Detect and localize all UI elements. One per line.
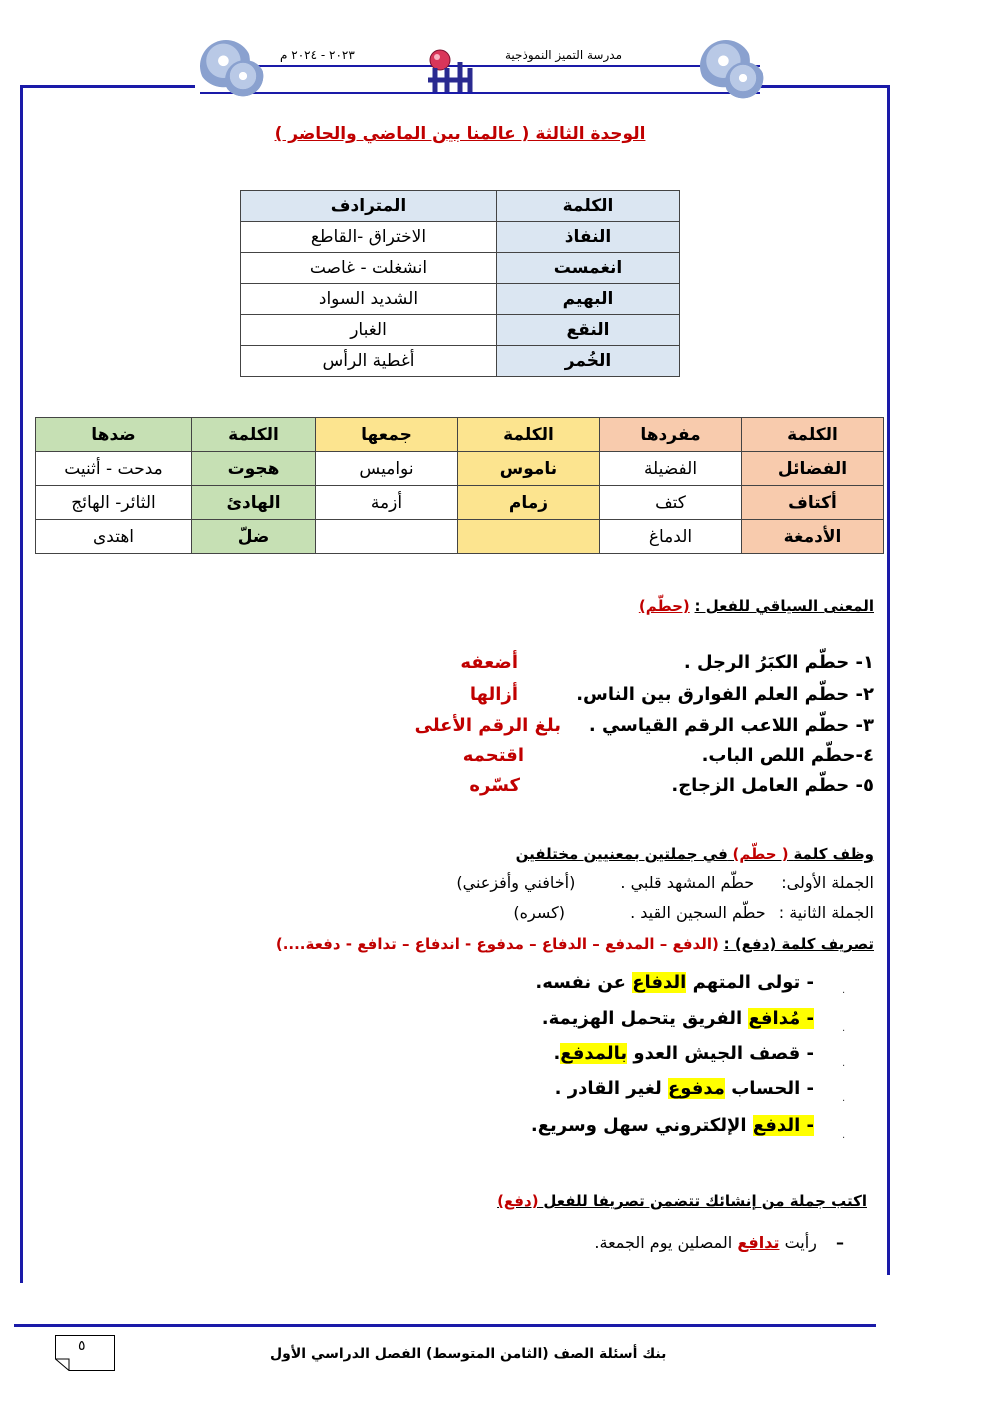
bullet-dot: . xyxy=(842,985,846,996)
example-post: الإلكتروني سهل وسريع. xyxy=(530,1115,753,1136)
frame-left xyxy=(20,85,23,1283)
usage-sentence-label: الجملة الثانية : xyxy=(778,903,874,922)
contextual-meaning: أضعفه xyxy=(460,652,518,673)
example-sentence xyxy=(531,1115,814,1136)
table-header-row xyxy=(36,418,884,452)
singular-word-cell: زمام xyxy=(458,486,600,520)
usage-label: وظف كلمة xyxy=(793,845,874,863)
plural-word-cell: الفضائل xyxy=(742,452,884,486)
example-post: عن نفسه. xyxy=(535,972,633,993)
example-post: الفريق يتحمل الهزيمة. xyxy=(541,1008,749,1029)
example-sentence xyxy=(535,972,814,993)
example-highlight: الدفاع xyxy=(632,972,687,993)
table-row xyxy=(241,284,680,315)
column-header-antonym: ضدها xyxy=(36,418,192,452)
contextual-meaning: أزالها xyxy=(469,684,518,705)
bullet-dot: . xyxy=(842,1093,846,1104)
usage-sentence-text: حطّم المشهد قلبي . xyxy=(620,873,755,892)
bullet-dot: . xyxy=(842,1023,846,1034)
frame-top-left xyxy=(20,85,195,88)
conjugation-label: تصريف كلمة (دفع) : xyxy=(723,935,874,953)
column-header-plural: جمعها xyxy=(316,418,458,452)
singular-word-cell: ناموس xyxy=(458,452,600,486)
example-highlight: مدفوع xyxy=(668,1078,725,1099)
table-row xyxy=(36,520,884,554)
antonym-word-cell: ضلّ xyxy=(192,520,316,554)
column-header-word: الكلمة xyxy=(458,418,600,452)
bullet-dot: . xyxy=(842,1058,846,1069)
header-band-top xyxy=(200,65,760,67)
header-band-bottom xyxy=(200,92,760,94)
flower-icon xyxy=(225,60,265,100)
synonyms-table xyxy=(240,190,680,377)
frame-top-right xyxy=(760,85,890,88)
synonym-cell: الاختراق -القاطع xyxy=(241,222,497,253)
column-header-word: الكلمة xyxy=(742,418,884,452)
table-row xyxy=(36,452,884,486)
synonym-cell: انشغلت - غاصت xyxy=(241,253,497,284)
table-row xyxy=(241,346,680,377)
example-highlight: - مُدافع xyxy=(748,1008,814,1029)
answer-pre: رأيت xyxy=(779,1233,817,1252)
example-pre: - قصف الجيش العدو xyxy=(627,1043,814,1064)
word-cell: النقع xyxy=(497,315,680,346)
task-heading xyxy=(497,1192,867,1210)
answer-dash: – xyxy=(836,1233,844,1252)
conjugation-line xyxy=(276,935,874,953)
table-row xyxy=(36,486,884,520)
example-highlight: بالمدفع xyxy=(560,1043,628,1064)
antonym-cell: الثائر- الهائج xyxy=(36,486,192,520)
table-row xyxy=(241,315,680,346)
usage-sentence-text: حطّم السجين القيد . xyxy=(630,903,766,922)
usage-sentence-1 xyxy=(456,873,874,892)
plural-cell xyxy=(316,520,458,554)
contextual-heading xyxy=(639,597,874,615)
column-header-word: الكلمة xyxy=(497,191,680,222)
page-number: ٥ xyxy=(78,1338,86,1354)
antonym-cell: اهتدى xyxy=(36,520,192,554)
contextual-verb: (حطّم) xyxy=(638,597,690,615)
contextual-label: المعنى السياقي للفعل : xyxy=(694,597,874,615)
example-post: . xyxy=(553,1043,561,1064)
answer-post: المصلين يوم الجمعة. xyxy=(594,1233,738,1252)
school-year: ٢٠٢٣ - ٢٠٢٤ م xyxy=(280,48,355,62)
column-header-singular: مفردها xyxy=(600,418,742,452)
word-cell: الخُمر xyxy=(497,346,680,377)
plural-cell: نواميس xyxy=(316,452,458,486)
example-highlight: - الدفع xyxy=(752,1115,814,1136)
synonym-cell: أغطية الرأس xyxy=(241,346,497,377)
singular-word-cell xyxy=(458,520,600,554)
school-logo xyxy=(420,40,480,100)
example-post: لغير القادر . xyxy=(554,1078,668,1099)
contextual-sentence: ١- حطّم الكبَرُ الرجل . xyxy=(683,652,874,673)
contextual-sentence: ٣- حطّم اللاعب الرقم القياسي . xyxy=(588,715,874,736)
word-cell: النفاذ xyxy=(497,222,680,253)
school-name: مدرسة التميز النموذجية xyxy=(505,48,622,62)
task-label: اكتب جملة من إنشائك تتضمن تصريفا للفعل xyxy=(543,1192,867,1210)
word-forms-table xyxy=(35,417,884,554)
example-sentence xyxy=(555,1078,814,1099)
plural-word-cell: أكتاف xyxy=(742,486,884,520)
bullet-dot: . xyxy=(842,1130,846,1141)
contextual-meaning: كسّره xyxy=(469,775,520,796)
table-header-row xyxy=(241,191,680,222)
antonym-word-cell: الهادئ xyxy=(192,486,316,520)
singular-cell: الدماغ xyxy=(600,520,742,554)
example-pre: - الحساب xyxy=(724,1078,814,1099)
usage-label-tail: في جملتين بمعنيين مختلفين xyxy=(515,845,728,863)
word-cell: انغمست xyxy=(497,253,680,284)
answer-highlight-word: تدافع xyxy=(737,1233,780,1252)
column-header-synonym: المترادف xyxy=(241,191,497,222)
example-sentence xyxy=(553,1043,814,1064)
conjugation-list: (الدفع – المدفع – الدفاع – مدفوع - اندفاع – تدافع - دفعة....) xyxy=(275,935,719,953)
contextual-sentence: ٥- حطّم العامل الزجاج. xyxy=(671,775,874,796)
footer-text: بنك أسئلة الصف (الثامن المتوسط) الفصل الدراسي الأول xyxy=(270,1346,667,1362)
usage-sentence-label: الجملة الأولى: xyxy=(781,873,874,892)
synonym-cell: الغبار xyxy=(241,315,497,346)
example-pre: - تولى المتهم xyxy=(686,972,814,993)
usage-sentence-2 xyxy=(513,903,874,922)
plural-cell: أزمة xyxy=(316,486,458,520)
column-header-word: الكلمة xyxy=(192,418,316,452)
synonym-cell: الشديد السواد xyxy=(241,284,497,315)
antonym-word-cell: هجوت xyxy=(192,452,316,486)
usage-sentence-meaning: (أخافني وأفزعني) xyxy=(456,873,576,892)
contextual-meaning: بلغ الرقم الأعلى xyxy=(414,715,561,736)
usage-sentence-meaning: (كسره) xyxy=(513,903,566,922)
flower-icon xyxy=(725,62,765,102)
contextual-sentence: ٢- حطّم العلم الفوارق بين الناس. xyxy=(576,684,874,705)
task-answer xyxy=(594,1233,844,1252)
usage-verb: ( حطّم) xyxy=(732,845,789,863)
table-row xyxy=(241,253,680,284)
frame-right xyxy=(887,85,890,1275)
example-sentence xyxy=(542,1008,814,1029)
usage-heading xyxy=(516,845,874,863)
antonym-cell: مدحت - أثنيت xyxy=(36,452,192,486)
contextual-sentence: ٤-حطّم اللص الباب. xyxy=(701,745,874,766)
unit-title: الوحدة الثالثة ( عالمنا بين الماضي والحاضر ) xyxy=(274,124,646,144)
singular-cell: كتف xyxy=(600,486,742,520)
singular-cell: الفضيلة xyxy=(600,452,742,486)
word-cell: البهيم xyxy=(497,284,680,315)
plural-word-cell: الأدمغة xyxy=(742,520,884,554)
task-verb: (دفع) xyxy=(497,1192,539,1210)
table-row xyxy=(241,222,680,253)
contextual-meaning: اقتحمه xyxy=(462,745,524,766)
footer-line xyxy=(14,1324,876,1327)
